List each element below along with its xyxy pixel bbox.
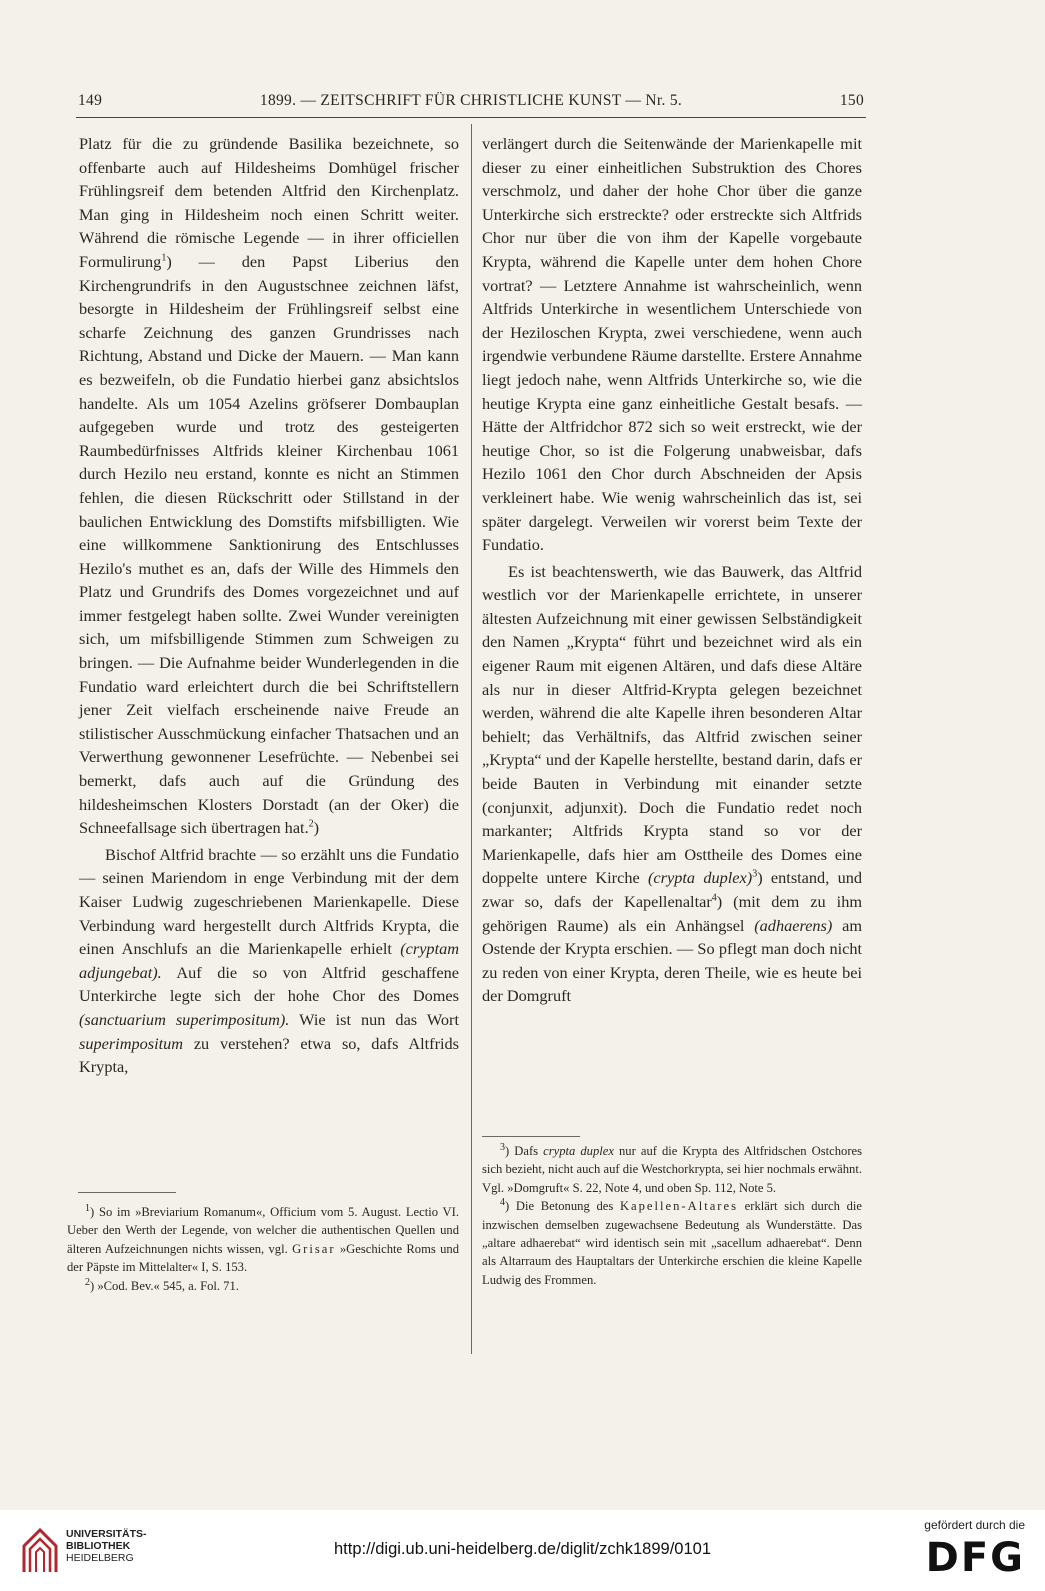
footnote-1-text-b: »Geschichte Roms und der Päpste im Mittelalter« I, S. 153. <box>67 1241 459 1275</box>
left-paragraph-1 <box>79 132 459 840</box>
left-paragraph-2 <box>79 843 459 1079</box>
library-line-3: HEIDELBERG <box>66 1552 134 1564</box>
left-p1c-text: ) <box>313 818 320 838</box>
footnote-1 <box>67 1203 459 1277</box>
page-number-left: 149 <box>78 92 103 109</box>
footnote-ref-3: 3 <box>752 868 758 880</box>
journal-title: 1899. — ZEITSCHRIFT FÜR CHRISTLICHE KUNST — Nr. 5. <box>259 92 683 109</box>
column-rule <box>471 124 472 1354</box>
source-url-link[interactable]: http://digi.ub.uni-heidelberg.de/diglit/zchk1899/0101 <box>333 1540 712 1558</box>
left-p2-italic-1: (cryptam adjungebat). <box>79 939 459 982</box>
footnote-4 <box>482 1197 862 1289</box>
footnote-3 <box>482 1142 862 1197</box>
footnote-1-text: ) So im »Breviarium Romanum«, Officium vom 5. August. Lectio VI. Ueber den Werth der Legende, von welcher die authentischen Quellen und älteren Aufzeichnungen nichts wissen, vgl. <box>67 1205 459 1256</box>
footnote-2 <box>67 1277 459 1295</box>
right-p2c-text: ) (mit dem zu ihm gehörigen Raume) als ein Anhängsel <box>482 892 862 935</box>
footnote-rule-right <box>482 1136 580 1137</box>
running-header <box>78 92 864 116</box>
right-p2-italic-2: (adhaerens) <box>754 915 833 935</box>
left-p2b-text: Auf die so von Altfrid geschaffene Unterkirche legte sich der hohe Chor des Domes <box>79 962 459 1006</box>
right-column <box>482 132 862 1008</box>
left-column <box>79 132 459 1079</box>
right-footnotes <box>482 1142 862 1289</box>
footnote-4-text-a: ) Die Betonung des <box>505 1199 614 1214</box>
footnote-rule-left <box>78 1192 176 1193</box>
footnote-3-number: 3 <box>500 1141 505 1153</box>
footnote-ref-2: 2 <box>308 818 314 830</box>
left-p2-italic-3: superimpositum <box>79 1033 184 1053</box>
left-footnotes <box>67 1203 459 1295</box>
right-paragraph-1 <box>482 132 862 557</box>
library-line-2: BIBLIOTHEK <box>66 1540 131 1552</box>
footnote-1-author: Grisar <box>292 1241 336 1256</box>
left-p2-italic-2: (sanctuarium superimpositum). <box>79 1009 290 1029</box>
right-paragraph-2 <box>482 560 862 1008</box>
dfg-caption: gefördert durch die <box>924 1518 1025 1532</box>
footnote-4-number: 4 <box>500 1197 505 1209</box>
footnote-ref-1: 1 <box>161 252 167 264</box>
right-p1-text: verlängert durch die Seitenwände der Marienkapelle mit dieser zu einer einheitlichen Substruktion des Chores verschmolz, und daher der hohe Chor über die ganze Unterkirche sich erstreckte? oder erstreckte sich Altfrids Chor nur über die von ihm der Kapelle vorgebaute Krypta, während die Kapelle unter dem hohen Chore vortrat? — Letztere Annahme ist wahrscheinlich, wenn Altfrids Unterkirche in wesentlichem Unterschiede von der Heziloschen Krypta, zwei verschiedene, wenn auch irgendwie verbundene Räume darstellte. Erstere Annahme liegt jedoch nahe, wenn Altfrids Unterkirche so, wie die heutige Krypta eine ganz einheitliche Gestalt besafs. — Hätte der Altfridchor 872 sich so weit erstreckt, wie der heutige Chor, so ist die Folgerung unabweisbar, dafs Hezilo 1061 den Chor durch Abschneiden der Apsis verkleinert habe. Wie wenig wahrscheinlich das ist, sei später dargelegt. Verweilen wir vorerst beim Texte der Fundatio. <box>482 134 862 555</box>
left-p1b-text: ) — den Papst Liberius den Kirchengrundrifs in den Augustschnee zeichnen läfst, besorgte in Hildesheim der Frühlingsreif selbst eine scharfe Zeichnung des ganzen Grundrisses nach Richtung, Abstand und Dicke der Mauern. — Man kann es bezweifeln, ob die Fundatio hierbei ganz absichtslos handelte. Als um 1054 Azelins gröfserer Dombauplan aufgegeben wurde und trotz des gesteigerten Raumbedürfnisses Altfrids kleiner Kirchenbau 1061 durch Hezilo neu erstand, konnte es nicht an Stimmen fehlen, die diesen Rückschritt oder Stillstand in der baulichen Entwicklung des Domstifts mifsbilligten. Wie eine willkommene Sanktionirung des Entschlusses Hezilo's muthet es an, dafs der Wille des Himmels den Platz und Grundrifs des Domes vorgezeichnet und auf immer festgelegt haben sollte. Zwei Wunder vereinigten sich, um mifsbilligende Stimmen zum Schweigen zu bringen. — Die Aufnahme beider Wunderlegenden in die Fundatio ward erleichtert durch die bei Schriftstellern jener Zeit vielfach erscheinende naive Freude an stilistischer Ausschmückung einfacher Thatsachen und an Verwerthung gewonnener Lesefrüchte. — Nebenbei sei bemerkt, dafs auch auf die Gründung des hildesheimschen Klosters Dorstadt (an der Oker) die Schneefallsage sich übertragen hat. <box>79 251 459 838</box>
dfg-logo: DFG <box>925 1535 1025 1581</box>
left-p2a-text: Bischof Altfrid brachte — so erzählt uns die Fundatio — seinen Mariendom in enge Verbindung mit der dem Kaiser Ludwig zugeschriebenen Marienkapelle. Diese Verbindung ward hergestellt durch Altfrids Krypta, die einen Anschlufs an die Marienkapelle erhielt <box>79 844 459 959</box>
footnote-4-text-b: erklärt sich durch die inzwischen demselben zugewachsene Bedeutung als Wunderstätte. Das „altare adhaerebat“ wird identisch sein mit „sacellum adhaerebat“. Denn als Altarraum des Hauptaltars der Unterkirche erschien die kleine Kapelle Ludwig des Frommen. <box>482 1199 862 1287</box>
footnote-4-spaced: Kapellen-Altares <box>619 1199 738 1214</box>
footnote-3-text-b: nur auf die Krypta des Altfridschen Ostchores sich bezieht, nicht auch auf die Westchorkrypta, sei hier nochmals erwähnt. Vgl. »Domgruft« S. 22, Note 4, und oben Sp. 112, Note 5. <box>482 1144 863 1195</box>
page-number-right: 150 <box>839 92 864 109</box>
footnote-3-text-a: ) Dafs <box>505 1144 539 1158</box>
header-rule <box>76 117 866 118</box>
library-line-1: UNIVERSITÄTS- <box>66 1528 147 1540</box>
footer-bar <box>0 1510 1045 1591</box>
right-p2a-text: Es ist beachtenswerth, wie das Bauwerk, das Altfrid westlich vor der Marienkapelle errichtete, in unserer ältesten Aufzeichnung mit einer gewissen Selbständigkeit den Namen „Krypta“ führt und bezeichnet wird als ein eigener Raum mit eigenen Altären, und dafs diese Altäre als nur in dieser Altfrid-Krypta gelegen bezeichnet werden, während die alte Kapelle ihren besonderen Altar behielt; das Verhältnifs, das Altfrid zwischen seiner „Krypta“ und der Kapelle herstellte, bestand darin, dafs er beide Bauten in Verbindung mit einander setzte (conjunxit, adjunxit). Doch die Fundatio redet noch markanter; Altfrids Krypta stand so vor der Marienkapelle, dafs hier am Osttheile des Domes eine doppelte untere Kirche <box>482 561 862 888</box>
right-p2-italic-1: (crypta duplex) <box>648 868 753 888</box>
footnote-3-italic: crypta duplex <box>543 1144 614 1158</box>
footnote-2-text: ) »Cod. Bev.« 545, a. Fol. 71. <box>90 1278 239 1293</box>
footnote-2-number: 2 <box>85 1276 90 1288</box>
right-p2b-text: ) entstand, und zwar so, dafs der Kapellenaltar <box>482 868 863 911</box>
footnote-ref-4: 4 <box>711 892 717 904</box>
left-p2d-text: zu verstehen? etwa so, dafs Altfrids Krypta, <box>79 1033 459 1077</box>
left-p1-text: Platz für die zu gründende Basilika bezeichnete, so offenbarte auch auf Hildesheims Domhügel frischer Frühlingsreif dem betenden Altfrid den Kirchenplatz. Man ging in Hildesheim noch einen Schritt weiter. Während die römische Legende — in ihrer officiellen Formulirung <box>79 134 459 271</box>
right-p2d-text: am Ostende der Krypta erschien. — So pflegt man doch nicht zu reden von einer Krypta, deren Theile, wie es heute bei der Domgruft <box>482 915 862 1006</box>
left-p2c-text: Wie ist nun das Wort <box>289 1009 459 1029</box>
footnote-1-number: 1 <box>85 1202 90 1214</box>
